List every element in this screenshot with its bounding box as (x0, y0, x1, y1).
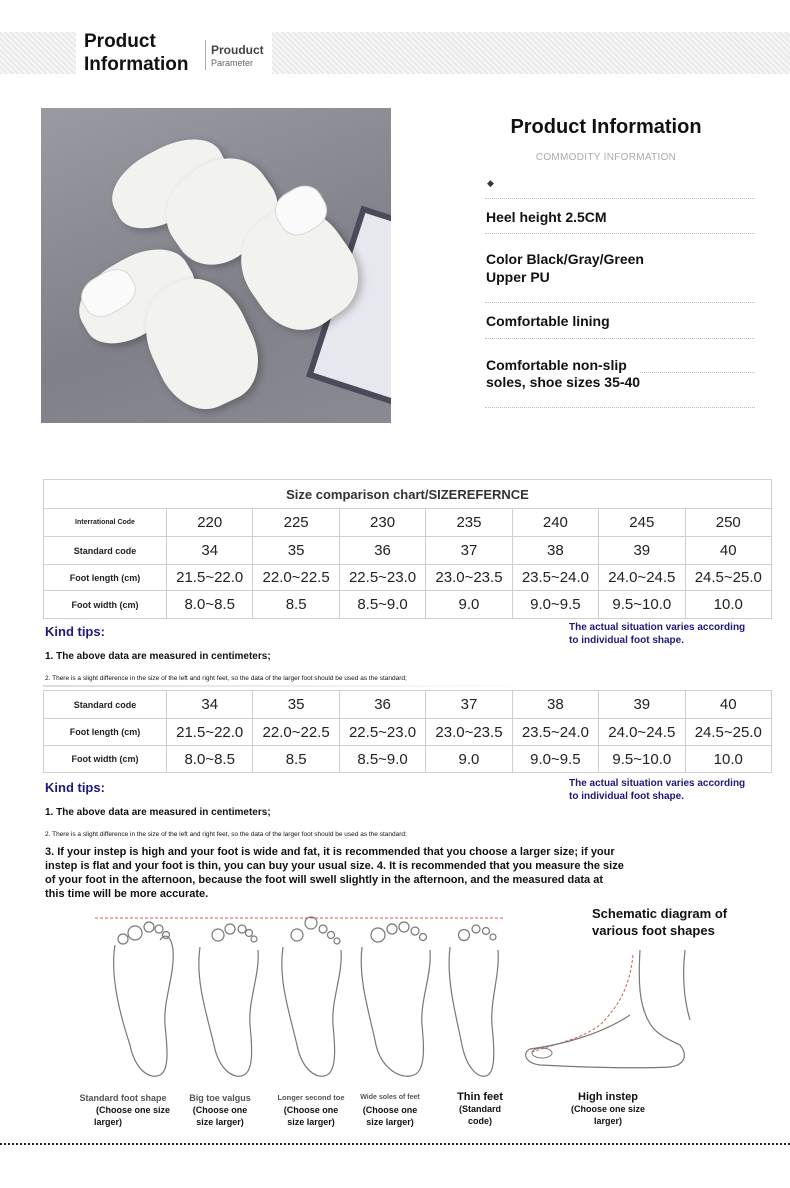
foot-shape-note: (Choose one (283, 1105, 339, 1115)
foot-label-wide-soles (352, 1092, 428, 1128)
high-instep-diagram (520, 945, 720, 1075)
product-info-title: Product Information (510, 116, 702, 138)
leg-outline (684, 950, 690, 1020)
divider (485, 407, 755, 408)
table-cell: 240 (512, 509, 598, 537)
table-cell: 245 (599, 509, 685, 537)
spec-sole-line2: soles, shoe sizes 35-40 (486, 374, 641, 390)
table-cell: 40 (685, 537, 771, 565)
banner-title (84, 30, 189, 76)
row-label: Foot width (cm) (44, 591, 167, 619)
row-label: Interrational Code (44, 509, 167, 537)
table-cell: 38 (512, 691, 598, 719)
foot-outline (199, 924, 258, 1076)
table-cell: 37 (426, 691, 512, 719)
foot-shape-name: Standard foot shape (79, 1093, 167, 1103)
table-cell: 22.5~23.0 (339, 719, 425, 746)
table-cell: 40 (685, 691, 771, 719)
divider (640, 372, 755, 373)
table-cell: 23.0~23.5 (426, 565, 512, 591)
table-row (44, 591, 772, 619)
diamond-icon: ◆ (487, 178, 494, 188)
table-cell: 38 (512, 537, 598, 565)
table-cell: 37 (426, 537, 512, 565)
size-chart-table-2 (43, 690, 772, 773)
table-row (44, 691, 772, 719)
foot-shape-note: (Choose one (362, 1105, 418, 1115)
table-cell: 8.5 (253, 746, 339, 773)
foot-shape-name: Big toe valgus (189, 1093, 251, 1103)
table-row (44, 565, 772, 591)
table-cell: 21.5~22.0 (167, 565, 253, 591)
table-cell: 39 (599, 691, 685, 719)
spec-color: Color Black/Gray/Green (486, 251, 644, 267)
spec-heel-height: Heel height 2.5CM (486, 209, 607, 225)
table-cell: 24.0~24.5 (599, 565, 685, 591)
table-cell: 9.0~9.5 (512, 591, 598, 619)
tips-note-line2: to individual foot shape. (569, 791, 684, 802)
banner-divider (205, 40, 206, 70)
foot-outline (282, 917, 341, 1076)
table-cell: 8.5~9.0 (339, 746, 425, 773)
table-cell: 23.5~24.0 (512, 719, 598, 746)
table-cell: 9.5~10.0 (599, 746, 685, 773)
table-cell: 23.5~24.0 (512, 565, 598, 591)
toe-outline (532, 1048, 552, 1058)
table-row (44, 537, 772, 565)
foot-shapes-diagram (60, 905, 520, 1095)
instep-reference-line (530, 955, 633, 1053)
table-cell: 23.0~23.5 (426, 719, 512, 746)
bottom-divider (0, 1143, 790, 1145)
table-cell: 9.0 (426, 591, 512, 619)
table-row (44, 719, 772, 746)
foot-shape-name: Longer second toe (277, 1093, 345, 1102)
row-label: Standard code (44, 537, 167, 565)
table-cell: 35 (253, 537, 339, 565)
schematic-title-line1: Schematic diagram of (592, 906, 728, 921)
foot-shape-note: size larger) (196, 1117, 244, 1127)
foot-shape-note: (Choose one size (95, 1105, 170, 1115)
foot-shape-name: High instep (578, 1091, 638, 1103)
table-cell: 8.0~8.5 (167, 591, 253, 619)
table-cell: 36 (339, 537, 425, 565)
table-cell: 220 (167, 509, 253, 537)
divider (485, 233, 755, 234)
foot-shape-note: (Choose one size (570, 1104, 645, 1114)
banner-subtitle: Prouduct (211, 43, 264, 57)
row-label: Foot length (cm) (44, 719, 167, 746)
table-cell: 250 (685, 509, 771, 537)
table-cell: 9.0~9.5 (512, 746, 598, 773)
table-cell: 39 (599, 537, 685, 565)
foot-label-second-toe (268, 1092, 354, 1128)
tip-3-line4: this time will be more accurate. (45, 888, 209, 900)
tips-note (569, 777, 745, 803)
table-cell: 235 (426, 509, 512, 537)
size-chart-table (43, 479, 772, 619)
divider (485, 302, 755, 303)
tip-1: 1. The above data are measured in centimeters; (45, 807, 271, 818)
table-cell: 36 (339, 691, 425, 719)
banner-title-line1: Product (84, 31, 156, 52)
table-cell: 10.0 (685, 591, 771, 619)
schematic-title (592, 905, 727, 939)
tips-note (569, 621, 745, 647)
table-cell: 230 (339, 509, 425, 537)
table-cell: 22.0~22.5 (253, 719, 339, 746)
foot-outline (449, 925, 498, 1076)
row-label: Foot width (cm) (44, 746, 167, 773)
tips-note-line2: to individual foot shape. (569, 635, 684, 646)
table-cell: 21.5~22.0 (167, 719, 253, 746)
size-chart-title: Size comparison chart/SIZEREFERNCE (44, 480, 772, 509)
foot-shape-note: size larger) (366, 1117, 414, 1127)
tips-note-line1: The actual situation varies according (569, 622, 746, 633)
foot-label-standard (68, 1092, 178, 1128)
foot-label-big-toe (180, 1092, 260, 1128)
table-cell: 34 (167, 537, 253, 565)
table-cell: 24.5~25.0 (685, 719, 771, 746)
spec-lining: Comfortable lining (486, 313, 610, 329)
foot-shape-name: Thin feet (457, 1091, 503, 1103)
table-cell: 225 (253, 509, 339, 537)
table-cell: 10.0 (685, 746, 771, 773)
tip-3 (45, 845, 705, 901)
foot-shape-note: larger) (593, 1116, 622, 1126)
product-info-subtitle: COMMODITY INFORMATION (535, 152, 677, 163)
table-cell: 22.0~22.5 (253, 565, 339, 591)
foot-shape-name: Wide soles of feet (360, 1094, 420, 1101)
table-cell: 9.5~10.0 (599, 591, 685, 619)
tips-note-line1: The actual situation varies according (569, 778, 746, 789)
divider (485, 338, 755, 339)
tip-3-line3: of your foot in the afternoon, because the foot will swell slightly in the afternoon, and the measured data at (45, 874, 604, 886)
schematic-title-line2: various foot shapes (592, 923, 715, 938)
foot-shape-note: larger) (94, 1117, 123, 1127)
row-label: Foot length (cm) (44, 565, 167, 591)
tip-2: 2. There is a slight difference in the size of the left and right feet, so the data of the larger foot should be used as the standard; (45, 675, 407, 682)
foot-label-thin (440, 1091, 520, 1127)
tip-3-line1: 3. If your instep is high and your foot is wide and fat, it is recommended that you choose a larger size; if your (45, 846, 615, 858)
table-cell: 34 (167, 691, 253, 719)
tip-1: 1. The above data are measured in centimeters; (45, 651, 271, 662)
foot-shape-note: (Standard (458, 1104, 501, 1114)
divider (43, 685, 543, 687)
table-row (44, 509, 772, 537)
table-cell: 24.0~24.5 (599, 719, 685, 746)
table-cell: 8.5~9.0 (339, 591, 425, 619)
product-photo (41, 108, 391, 423)
foot-shape-note: code) (467, 1116, 492, 1126)
foot-shape-note: size larger) (287, 1117, 335, 1127)
spec-sole-line1: Comfortable non-slip (486, 357, 627, 373)
tip-2: 2. There is a slight difference in the size of the left and right feet, so the data of the larger foot should be used as the standard; (45, 831, 407, 838)
kind-tips-heading: Kind tips: (45, 624, 105, 639)
banner-caption: Parameter (211, 58, 254, 68)
spec-upper: Upper PU (486, 269, 550, 285)
foot-label-high-instep (560, 1091, 656, 1127)
foot-shape-note: (Choose one (192, 1105, 248, 1115)
table-cell: 35 (253, 691, 339, 719)
table-cell: 8.5 (253, 591, 339, 619)
table-cell: 24.5~25.0 (685, 565, 771, 591)
table-cell: 8.0~8.5 (167, 746, 253, 773)
divider (485, 198, 755, 199)
banner-title-line2: Information (84, 54, 189, 75)
foot-outline (361, 922, 430, 1076)
kind-tips-heading: Kind tips: (45, 780, 105, 795)
foot-outline (114, 922, 174, 1076)
table-cell: 9.0 (426, 746, 512, 773)
tip-3-line2: instep is flat and your foot is thin, you can buy your usual size. 4. It is recommended that you measure the size (45, 860, 624, 872)
row-label: Standard code (44, 691, 167, 719)
table-cell: 22.5~23.0 (339, 565, 425, 591)
table-row (44, 746, 772, 773)
